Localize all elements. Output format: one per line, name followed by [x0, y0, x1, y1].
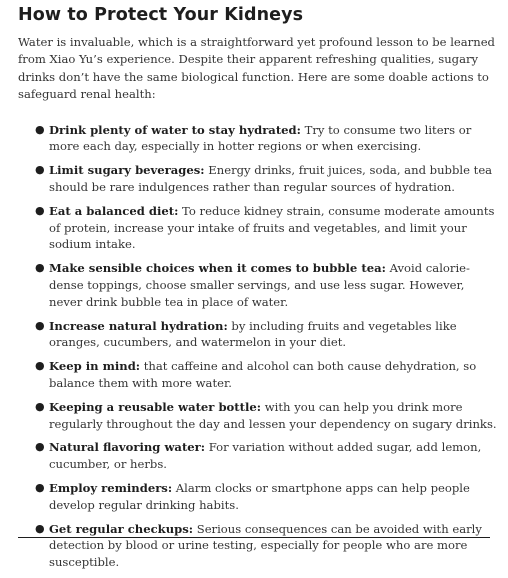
- list-item: [35, 399, 498, 433]
- list-item: [35, 260, 498, 310]
- list-item: [35, 358, 498, 392]
- bullet-icon: ●: [35, 163, 45, 177]
- bullet-icon: ●: [35, 203, 45, 217]
- bullet-icon: ●: [35, 359, 45, 373]
- tip-title: Get regular checkups:: [49, 521, 194, 536]
- tip-title: Keep in mind:: [49, 359, 141, 374]
- tip-title: Keeping a reusable water bottle:: [49, 399, 262, 414]
- bullet-icon: ●: [35, 122, 45, 136]
- bullet-icon: ●: [35, 399, 45, 413]
- tip-title: Drink plenty of water to stay hydrated:: [49, 122, 301, 137]
- tip-text: For variation without added sugar, add lemon, cucumber, or herbs.: [49, 440, 482, 472]
- tip-text: Energy drinks, fruit juices, soda, and bubble tea should be rare indulgences rather than regular sources of hydration.: [49, 163, 493, 195]
- bullet-icon: ●: [35, 440, 45, 454]
- section-heading: How to Protect Your Kidneys: [18, 5, 304, 25]
- tip-title: Increase natural hydration:: [49, 318, 228, 333]
- tip-text: Avoid calorie-dense toppings, choose smaller servings, and use less sugar. However, never drink bubble tea in place of water.: [49, 261, 470, 309]
- tip-text: Serious consequences can be avoided with early detection by blood or urine testing, especially for people who are more susceptible.: [49, 521, 482, 570]
- tip-title: Eat a balanced diet:: [49, 203, 179, 218]
- tip-text: by including fruits and vegetables like oranges, cucumbers, and watermelon in your diet.: [49, 318, 457, 350]
- list-item: [35, 203, 498, 253]
- tip-text: that caffeine and alcohol can both cause dehydration, so balance them with more water.: [49, 359, 477, 390]
- list-item: [35, 162, 498, 196]
- article-section: [18, 4, 498, 578]
- list-item: [35, 480, 498, 514]
- tip-text: with you can help you drink more regularly throughout the day and lessen your dependency on sugary drinks.: [49, 399, 497, 431]
- list-item: [35, 439, 498, 473]
- tip-text: To reduce kidney strain, consume moderate amounts of protein, increase your intake of fruits and vegetables, and limit your sodium intake.: [49, 203, 495, 252]
- tip-title: Natural flavoring water:: [49, 440, 206, 455]
- tip-title: Make sensible choices when it comes to bubble tea:: [49, 261, 386, 276]
- intro-paragraph: Water is invaluable, which is a straightforward yet profound lesson to be learned from Xiao Yu’s experience. Despite their apparent refreshing qualities, sugary drinks don’t have the same biological function. Here are some doable actions to safeguard renal health:: [18, 35, 495, 102]
- bullet-icon: ●: [35, 521, 45, 535]
- section-divider: [18, 537, 490, 538]
- list-item: [35, 521, 498, 571]
- tips-list: [18, 122, 498, 571]
- tip-title: Limit sugary beverages:: [49, 163, 205, 178]
- tip-title: Employ reminders:: [49, 480, 173, 495]
- bullet-icon: ●: [35, 261, 45, 275]
- tip-text: Try to consume two liters or more each day, especially in hotter regions or when exercising.: [49, 122, 472, 154]
- bullet-icon: ●: [35, 318, 45, 332]
- bullet-icon: ●: [35, 480, 45, 494]
- list-item: [35, 122, 498, 156]
- list-item: [35, 318, 498, 352]
- tip-text: Alarm clocks or smartphone apps can help people develop regular drinking habits.: [49, 480, 470, 512]
